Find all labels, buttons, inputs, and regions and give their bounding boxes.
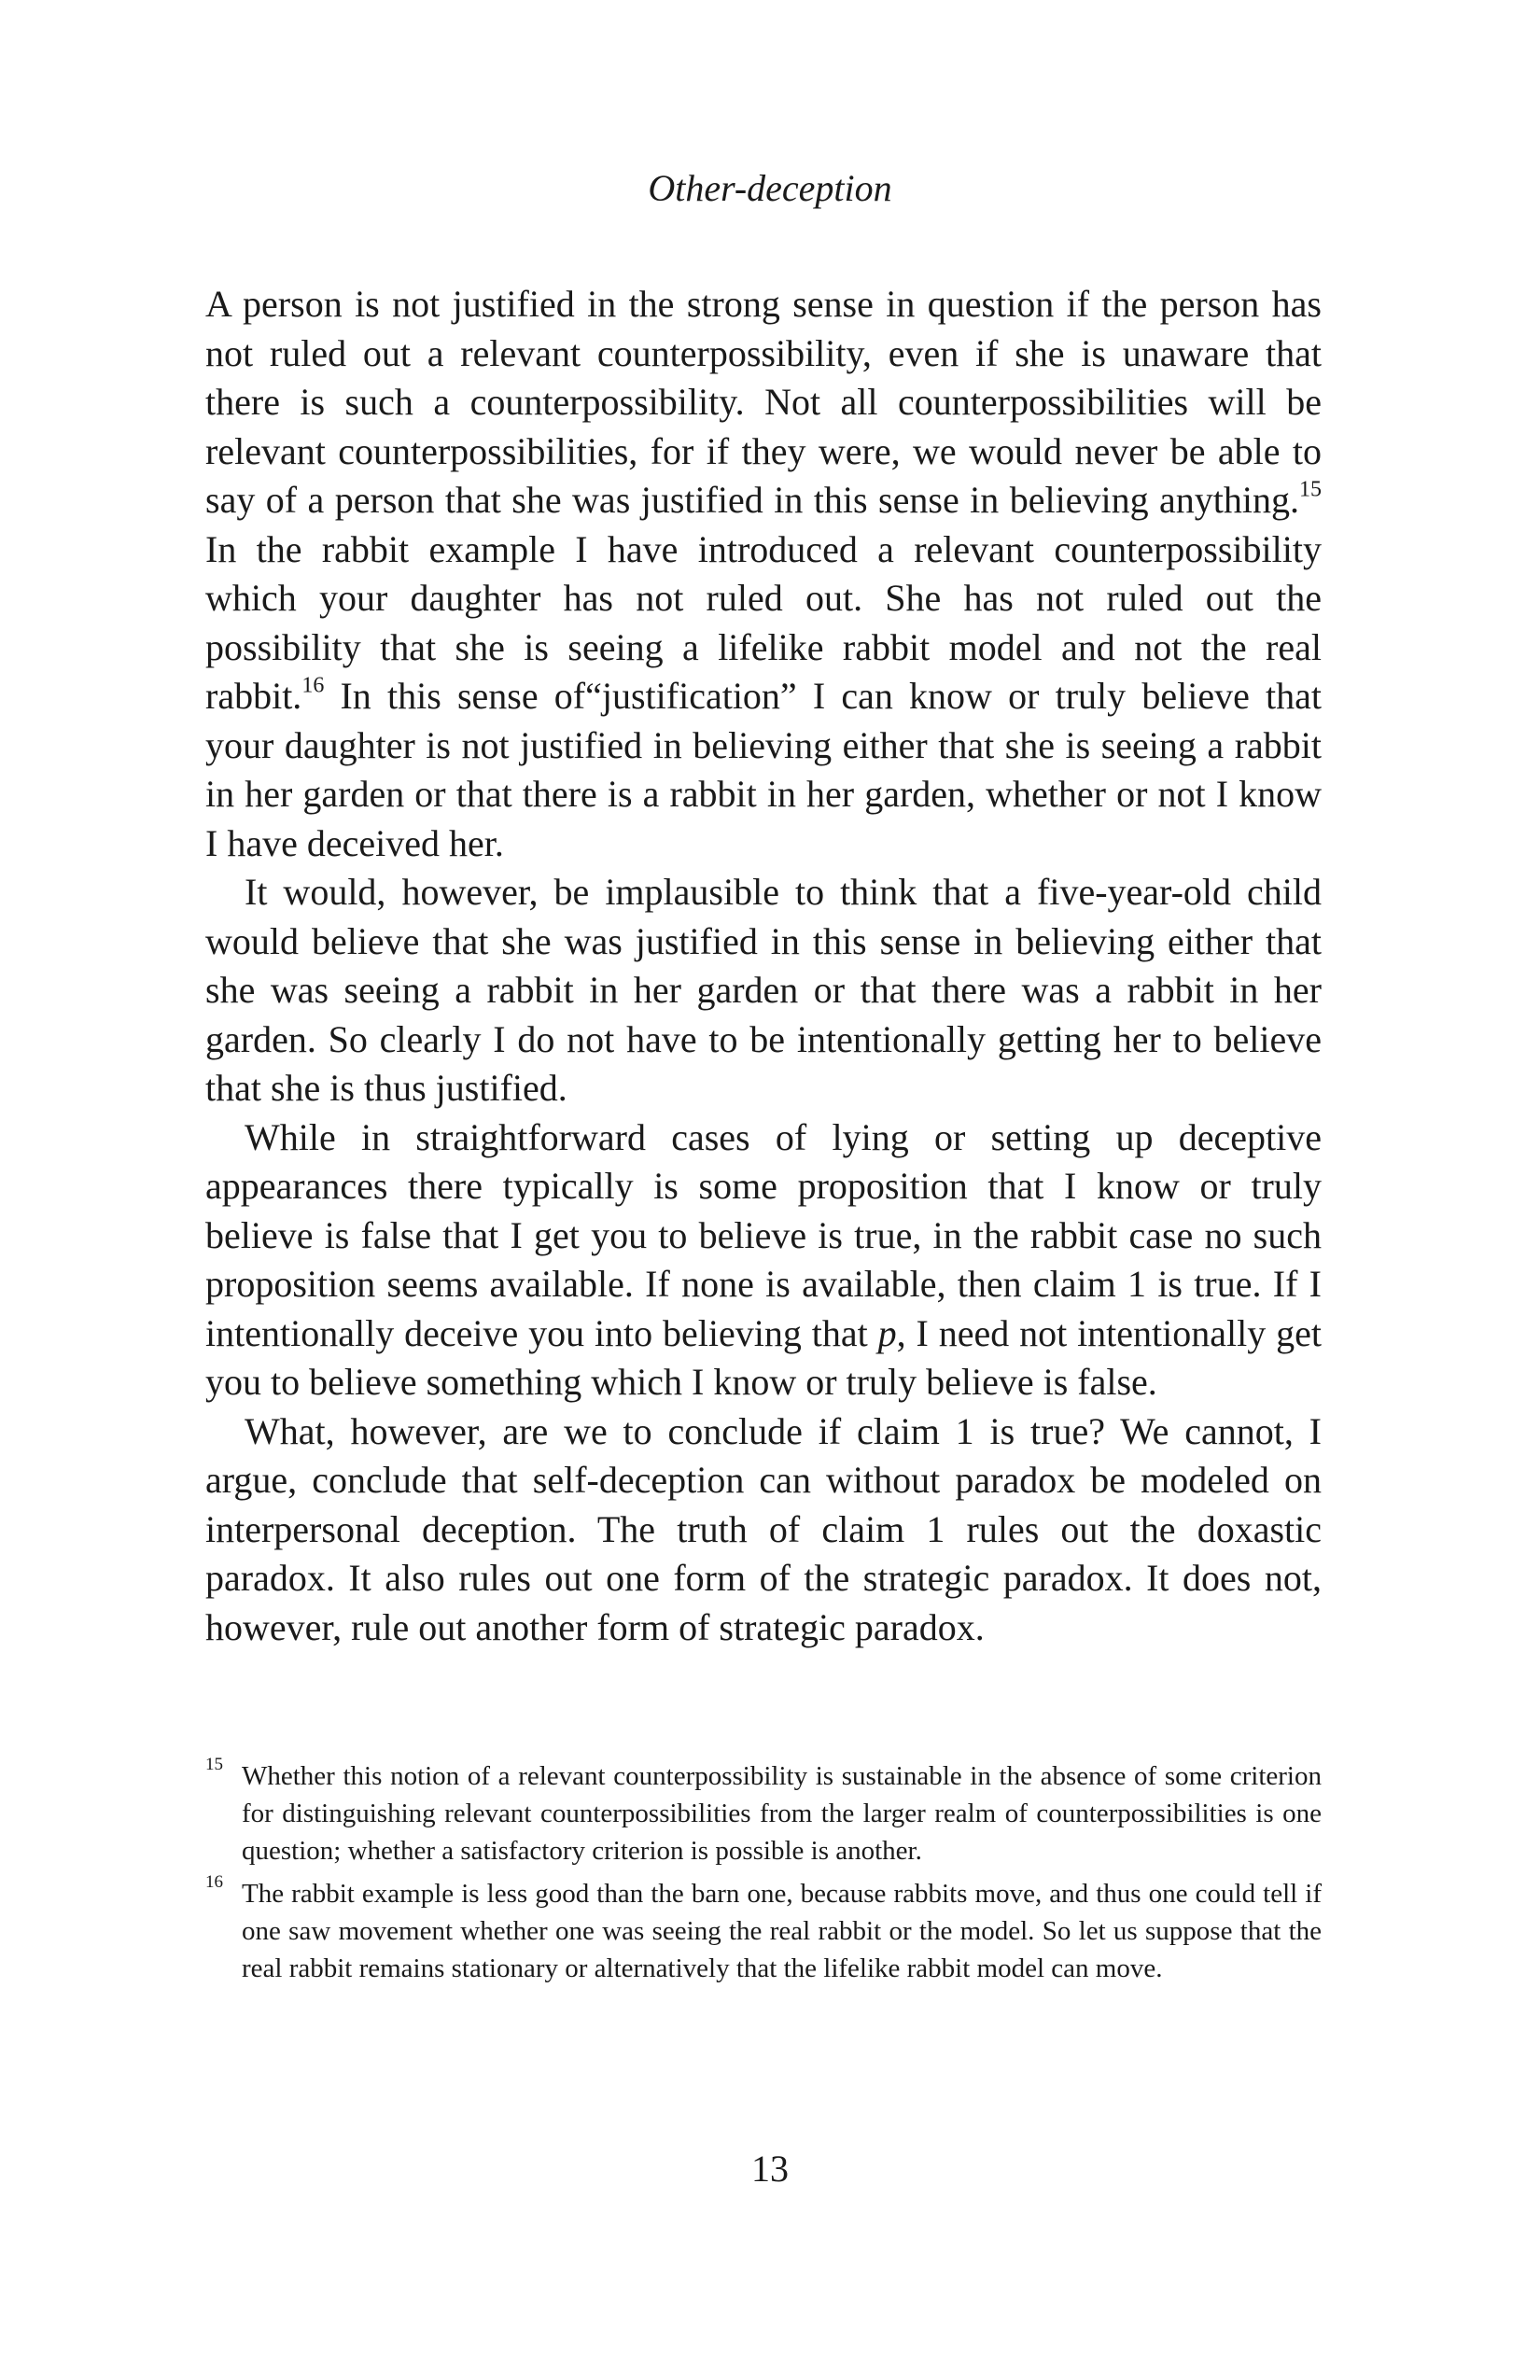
footnote-ref-15[interactable]: 15	[1299, 477, 1322, 502]
footnote-text: Whether this notion of a relevant counterpossibility is sustainable in the absence of some criterion for distinguishing relevant counterpossibilities from the larger realm of counterpossibilities is one question; whether a satisfactory criterion is possible is another.	[242, 1761, 1322, 1866]
paragraph-3-text-a: While in straightforward cases of lying or setting up deceptive appearances there typically is some proposition that I know or truly believe is false that I get you to believe is true, in the rabbit case no such proposition seems available. If none is available, then claim 1 is true. If I intentionally deceive you into believing that	[205, 1115, 1322, 1354]
footnote-ref-16[interactable]: 16	[301, 673, 325, 698]
variable-p: p	[877, 1311, 897, 1354]
paragraph-3-text-b: , I need not intentionally get you to believe something which I know or truly believe is false.	[205, 1311, 1322, 1403]
paragraph-1-text-a: A person is not justified in the strong sense in question if the person has not ruled out a relevant counterpossibility, even if she is unaware that there is such a counterpossibility. Not all counterpossibilities will be relevant counterpossibilities, for if they were, we would never be able to say of a person that she was justified in this sense in believing anything.	[205, 283, 1322, 521]
footnote-mark: 15	[205, 1755, 223, 1774]
paragraph-1-text-c: In this sense of“justification” I can know or truly believe that your daughter is not justified in believing either that she is seeing a rabbit in her garden or that there is a rabbit in her garden, whether or not I know I have deceived her.	[205, 675, 1322, 864]
footnote-mark: 16	[205, 1872, 223, 1892]
main-text	[205, 280, 1322, 1652]
paragraph-3	[205, 1113, 1322, 1407]
paragraph-4: What, however, are we to conclude if claim 1 is true? We cannot, I argue, conclude that self-deception can without paradox be modeled on interpersonal deception. The truth of claim 1 rules out the doxastic paradox. It also rules out one form of the strategic paradox. It does not, however, rule out another form of strategic paradox.	[205, 1409, 1322, 1648]
footnote-text: The rabbit example is less good than the barn one, because rabbits move, and thus one could tell if one saw movement whether one was seeing the real rabbit or the model. So let us suppose that the real rabbit remains stationary or alternatively that the lifelike rabbit model can move.	[242, 1879, 1322, 1983]
paragraph-1	[205, 280, 1322, 868]
running-head: Other-deception	[648, 167, 892, 209]
paragraph-2: It would, however, be implausible to think that a five-year-old child would believe that she was justified in this sense in believing either that she was seeing a rabbit in her garden or that there was a rabbit in her garden. So clearly I do not have to be intentionally getting her to believe that she is thus justified.	[205, 871, 1322, 1109]
footnote-15	[205, 1757, 1322, 1869]
paragraph-1-text-b: In the rabbit example I have introduced a relevant counterpossibility which your daughter has not ruled out. She has not ruled out the possibility that she is seeing a lifelike rabbit model and not the real rabbit.	[205, 527, 1322, 717]
footnote-16	[205, 1872, 1322, 1987]
footnotes	[205, 1757, 1322, 1993]
page-number: 13	[751, 2148, 789, 2190]
